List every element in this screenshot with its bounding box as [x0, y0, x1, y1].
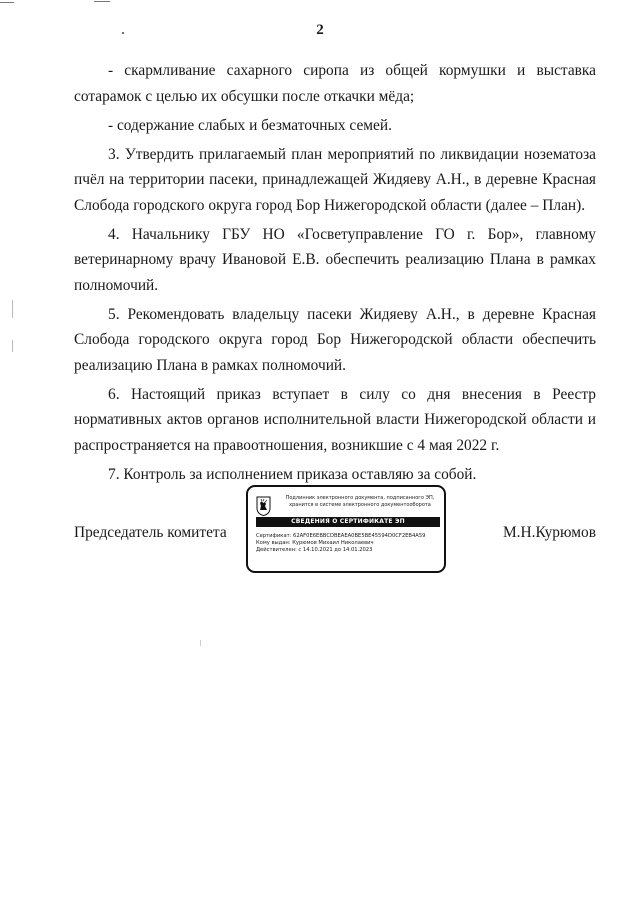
stamp-notice	[276, 495, 444, 508]
signature-block	[74, 482, 596, 582]
scan-mark	[94, 1, 110, 2]
stamp-details	[256, 533, 444, 555]
stamp-issued-to: Кому выдан: Курюмов Михаил Николаевич	[256, 540, 374, 547]
paragraph-item-6: 6. Настоящий приказ вступает в силу со дня внесения в Реестр нормативных актов органов исполнительной власти Нижегородской области и распространяется на правоотношения, возникшие с 4 мая 2022 г.	[74, 385, 596, 454]
stamp-validity: Действителен: с 14.10.2021 до 14.01.2023	[256, 547, 373, 554]
stamp-certificate: Сертификат: 62AF0E6EBBCDBEAEA0BE5BE45594D0CF2EB4A59	[256, 533, 426, 539]
paragraph-feeding: - скармливание сахарного сиропа из общей кормушки и выставка сотарамок с целью их обсушки после откачки мёда;	[74, 62, 596, 105]
paragraph-item-7: 7. Контроль за исполнением приказа оставляю за собой.	[108, 465, 477, 483]
electronic-signature-stamp	[246, 485, 446, 573]
scan-mark	[200, 640, 201, 646]
signer-title: Председатель комитета	[74, 524, 227, 541]
stamp-notice-line: хранится в системе электронного документооборота	[289, 501, 431, 508]
document-body	[74, 58, 596, 491]
page-number: 2	[316, 22, 324, 38]
scan-mark	[12, 300, 13, 318]
paragraph-weak-colonies: - содержание слабых и безматочных семей.	[108, 116, 392, 134]
scan-mark	[0, 2, 14, 3]
stamp-notice-line: Подлинник электронного документа, подписанного ЭП,	[285, 495, 435, 501]
scan-mark	[12, 340, 13, 352]
signer-name: М.Н.Курюмов	[503, 524, 596, 541]
paragraph-item-3: 3. Утвердить прилагаемый план мероприятий по ликвидации нозематоза пчёл на территории пасеки, принадлежащей Жидяеву А.Н., в деревне Красная Слобода городского округа город Бор Нижегородской области (далее – План).	[74, 145, 596, 214]
paragraph-item-5: 5. Рекомендовать владельцу пасеки Жидяеву А.Н., в деревне Красная Слобода городского округа город Бор Нижегородской области обеспечить реализацию Плана в рамках полномочий.	[74, 305, 596, 374]
deer-emblem-icon	[256, 496, 271, 516]
stamp-header: СВЕДЕНИЯ О СЕРТИФИКАТЕ ЭП	[256, 517, 440, 527]
paragraph-item-4: 4. Начальнику ГБУ НО «Госветуправление ГО г. Бор», главному ветеринарному врачу Ивановой Е.В. обеспечить реализацию Плана в рамках полномочий.	[74, 225, 596, 294]
